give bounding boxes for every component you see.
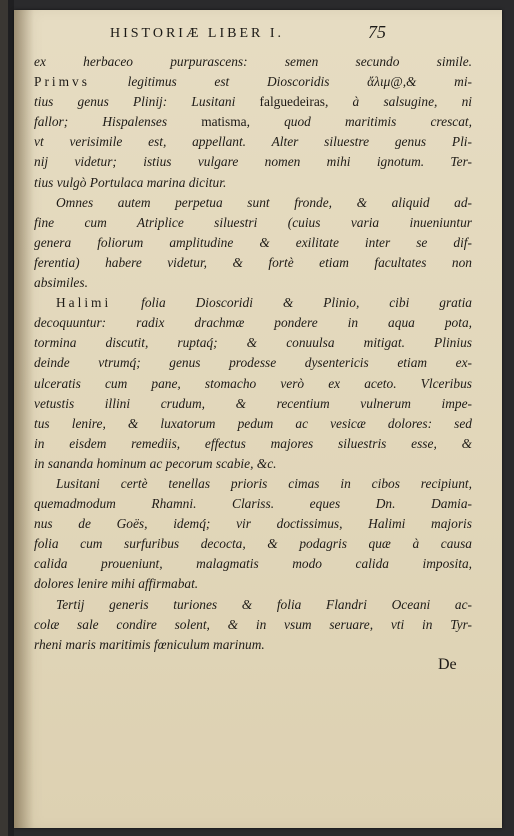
text-line bbox=[34, 233, 472, 253]
text-line bbox=[34, 112, 472, 132]
text-line bbox=[34, 132, 472, 152]
text-run: , quod maritimis crescat, bbox=[246, 114, 472, 130]
text-run: decoquuntur: radix drachmæ pondere in aqua pota, bbox=[34, 315, 472, 331]
text-line bbox=[34, 414, 472, 434]
text-run: matisma bbox=[201, 114, 247, 130]
text-run: quemadmodum Rhamni. Clariss. eques Dn. Damia- bbox=[34, 496, 472, 512]
text-run: legitimus est Dioscoridis ἄλιμ@,& mi- bbox=[89, 74, 472, 90]
text-line bbox=[34, 574, 472, 594]
text-run: Tertij generis turiones & folia Flandri Oceani ac- bbox=[56, 596, 472, 612]
text-line bbox=[34, 313, 472, 333]
text-line bbox=[34, 213, 472, 233]
text-run: calida proueniunt, malagmatis modo calida imposita, bbox=[34, 556, 472, 572]
text-line bbox=[34, 554, 472, 574]
text-line bbox=[34, 273, 472, 293]
text-run: nij videtur; istius vulgare nomen mihi ignotum. Ter- bbox=[34, 154, 472, 170]
text-run: Lusitani certè tenellas prioris cimas in cibos recipiunt, bbox=[56, 475, 472, 491]
text-run: colæ sale condire solent, & in vsum seruare, vti in Tyr- bbox=[34, 616, 472, 632]
small-caps-word: Primvs bbox=[34, 74, 90, 90]
text-run: dolores lenire mihi affirmabat. bbox=[34, 576, 199, 592]
text-line bbox=[34, 193, 472, 213]
text-line bbox=[34, 353, 472, 373]
text-run: tius genus Plinij: Lusitani bbox=[34, 94, 260, 110]
text-run: deinde vtrumq́; genus prodesse dysentericis etiam ex- bbox=[34, 355, 472, 371]
text-line bbox=[34, 454, 472, 474]
text-line bbox=[34, 434, 472, 454]
text-run: ex herbaceo purpurascens: semen secundo simile. bbox=[34, 54, 472, 69]
text-line bbox=[34, 534, 472, 554]
text-line bbox=[34, 52, 472, 72]
text-line bbox=[34, 474, 472, 494]
spine-shadow bbox=[14, 10, 34, 828]
text-line bbox=[34, 394, 472, 414]
text-line bbox=[34, 293, 472, 313]
text-line bbox=[34, 595, 472, 615]
text-run: absimiles. bbox=[34, 275, 88, 291]
text-run: fine cum Atriplice siluestri (cuius varia inueniuntur bbox=[34, 214, 472, 230]
text-run: falguedeiras bbox=[259, 94, 325, 110]
text-run: Omnes autem perpetua sunt fronde, & aliquid ad- bbox=[56, 194, 472, 210]
body-text bbox=[34, 52, 472, 655]
text-run: vetustis illini crudum, & recentium vulnerum impe- bbox=[34, 395, 472, 411]
text-line bbox=[34, 615, 472, 635]
text-run: tius vulgò Portulaca marina dicitur. bbox=[34, 174, 227, 190]
text-run: in sananda hominum ac pecorum scabie, &c. bbox=[34, 455, 277, 471]
text-line bbox=[34, 494, 472, 514]
catchword: De bbox=[438, 656, 457, 673]
text-run: fallor; Hispalenses bbox=[34, 114, 202, 130]
text-run: rheni maris maritimis fœniculum marinum. bbox=[34, 636, 265, 652]
text-line bbox=[34, 92, 472, 112]
text-line bbox=[34, 374, 472, 394]
text-line bbox=[34, 152, 472, 172]
text-run: genera foliorum amplitudine & exilitate inter se dif- bbox=[34, 234, 472, 250]
text-run: vt verisimile est, appellant. Alter siluestre genus Pli- bbox=[34, 134, 472, 150]
text-run: folia Dioscoridi & Plinio, cibi gratia bbox=[111, 295, 472, 311]
text-line bbox=[34, 333, 472, 353]
text-line bbox=[34, 635, 472, 655]
text-line bbox=[34, 72, 472, 92]
text-line bbox=[34, 514, 472, 534]
text-run: nus de Goës, idemq́; vir doctissimus, Halimi majoris bbox=[34, 516, 472, 532]
text-run: , à salsugine, ni bbox=[324, 94, 472, 110]
running-head bbox=[110, 22, 420, 48]
page-number: 75 bbox=[368, 22, 386, 42]
running-title: HISTORIÆ LIBER I. bbox=[110, 26, 285, 41]
text-line bbox=[34, 253, 472, 273]
text-run: ferentia) habere videtur, & fortè etiam facultates non bbox=[34, 254, 472, 270]
text-line bbox=[34, 173, 472, 193]
text-run: folia cum surfuribus decocta, & podagris quæ à causa bbox=[34, 536, 472, 552]
text-run: tus lenire, & luxatorum pedum ac vesicæ dolores: sed bbox=[34, 415, 472, 431]
text-run: ulceratis cum pane, stomacho verò ex aceto. Vlceribus bbox=[34, 375, 472, 391]
small-caps-word: Halimi bbox=[56, 295, 112, 311]
text-run: tormina discutit, ruptaq́; & conuulsa mitigat. Plinius bbox=[34, 335, 472, 351]
text-run: in eisdem remediis, effectus majores siluestris esse, & bbox=[34, 435, 472, 451]
